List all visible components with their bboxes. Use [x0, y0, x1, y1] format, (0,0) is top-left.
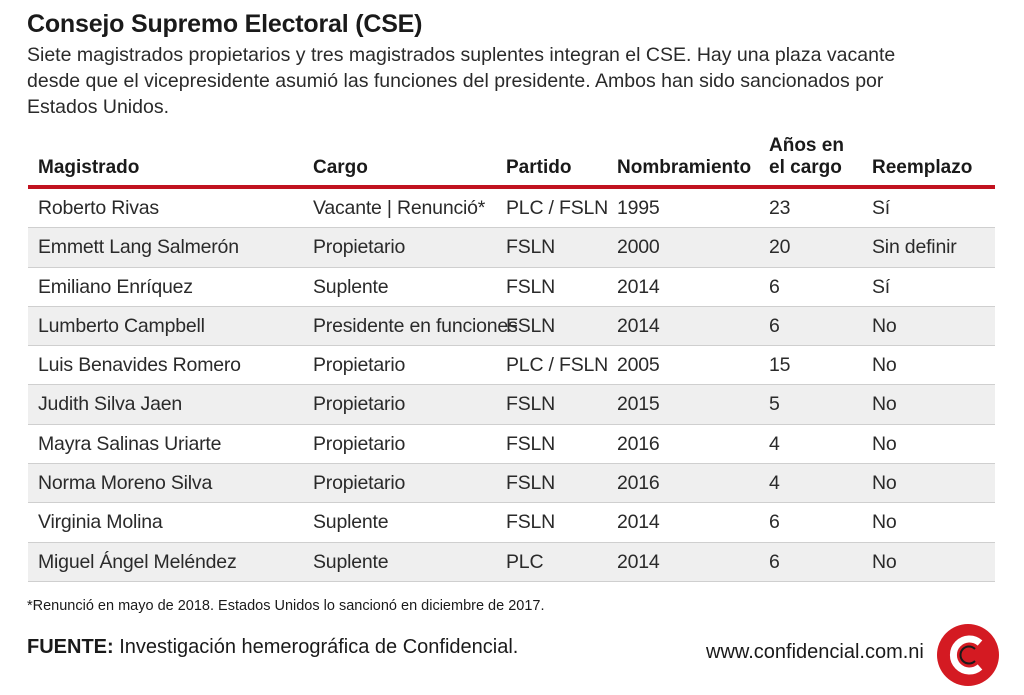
table-row	[28, 346, 995, 385]
table-row	[28, 425, 995, 464]
table-row	[28, 543, 995, 582]
table-row	[28, 228, 995, 267]
header-anos-line1: Años en	[769, 135, 844, 156]
logo-c-glyph	[947, 634, 989, 676]
confidencial-c-logo-icon	[937, 624, 999, 686]
cell-nombramiento: 2014	[617, 275, 660, 298]
cell-partido: PLC	[506, 550, 544, 573]
cell-nombramiento: 2014	[617, 550, 660, 573]
cell-magistrado: Emiliano Enríquez	[38, 275, 193, 298]
cell-anos: 6	[769, 275, 780, 298]
table-row	[28, 268, 995, 307]
site-url[interactable]: www.confidencial.com.ni	[706, 641, 924, 663]
header-nombramiento: Nombramiento	[617, 157, 752, 178]
cell-nombramiento: 2016	[617, 432, 660, 455]
page-subtitle: Siete magistrados propietarios y tres magistrados suplentes integran el CSE. Hay una plaza vacante desde que el vicepresidente asumió las funciones del presidente. Ambos han sido sancionados por Estados Unidos.	[27, 44, 896, 118]
cell-partido: FSLN	[506, 236, 556, 259]
cell-magistrado: Lumberto Campbell	[38, 314, 205, 337]
cell-magistrado: Roberto Rivas	[38, 197, 159, 219]
header-anos-line2: el cargo	[769, 157, 842, 178]
header-anos-en-el-cargo	[769, 135, 844, 179]
cell-anos: 6	[769, 511, 780, 534]
table-row	[28, 307, 995, 346]
footnote: *Renunció en mayo de 2018. Estados Unidos lo sancionó en diciembre de 2017.	[27, 598, 545, 614]
cell-nombramiento: 2016	[617, 472, 660, 495]
cell-cargo: Propietario	[313, 393, 406, 416]
cell-magistrado: Norma Moreno Silva	[38, 472, 213, 495]
cell-magistrado: Mayra Salinas Uriarte	[38, 432, 222, 455]
cell-cargo: Suplente	[313, 511, 389, 534]
cell-cargo: Suplente	[313, 550, 389, 573]
table-row	[28, 503, 995, 542]
cell-magistrado: Miguel Ángel Meléndez	[38, 550, 237, 573]
cell-partido: FSLN	[506, 275, 556, 298]
cell-reemplazo: Sí	[872, 275, 891, 298]
cell-cargo: Suplente	[313, 275, 389, 298]
cell-anos: 4	[769, 472, 780, 495]
cell-cargo: Propietario	[313, 354, 406, 377]
cell-anos: 5	[769, 393, 780, 416]
cell-anos: 6	[769, 550, 780, 573]
cell-nombramiento: 2014	[617, 511, 660, 534]
cell-cargo: Vacante | Renunció*	[313, 197, 486, 219]
cell-partido: FSLN	[506, 314, 556, 337]
cell-anos: 4	[769, 432, 780, 455]
cell-magistrado: Luis Benavides Romero	[38, 354, 241, 377]
magistrates-table	[28, 135, 995, 582]
cell-reemplazo: Sin definir	[872, 236, 957, 259]
table-body	[28, 189, 995, 582]
cell-reemplazo: No	[872, 432, 897, 455]
cell-reemplazo: No	[872, 472, 897, 495]
cell-nombramiento: 2015	[617, 393, 660, 416]
source-label: FUENTE:	[27, 636, 114, 658]
cell-magistrado: Judith Silva Jaen	[38, 393, 183, 416]
cell-nombramiento: 1995	[617, 197, 660, 219]
cell-partido: FSLN	[506, 393, 556, 416]
cell-partido: PLC / FSLN	[506, 354, 609, 377]
cell-anos: 6	[769, 314, 780, 337]
table-row	[28, 189, 995, 228]
header-partido: Partido	[506, 157, 572, 178]
table-row	[28, 385, 995, 424]
cell-partido: FSLN	[506, 472, 556, 495]
cell-reemplazo: Sí	[872, 197, 891, 219]
cell-reemplazo: No	[872, 393, 897, 416]
cell-reemplazo: No	[872, 354, 897, 377]
header-cargo: Cargo	[313, 157, 368, 178]
cell-nombramiento: 2005	[617, 354, 660, 377]
cell-partido: FSLN	[506, 511, 556, 534]
cell-magistrado: Virginia Molina	[38, 511, 163, 534]
header-reemplazo: Reemplazo	[872, 157, 973, 178]
cell-reemplazo: No	[872, 511, 897, 534]
source-text: Investigación hemerográfica de Confidencial.	[113, 636, 519, 658]
cell-partido: FSLN	[506, 432, 556, 455]
cell-reemplazo: No	[872, 314, 897, 337]
table-row	[28, 464, 995, 503]
header-magistrado: Magistrado	[38, 157, 140, 178]
cell-cargo: Propietario	[313, 472, 406, 495]
page-title: Consejo Supremo Electoral (CSE)	[27, 10, 423, 38]
cell-cargo: Presidente en funciones	[313, 314, 518, 337]
cell-reemplazo: No	[872, 550, 897, 573]
cell-anos: 23	[769, 197, 791, 219]
cell-magistrado: Emmett Lang Salmerón	[38, 236, 239, 259]
cell-nombramiento: 2014	[617, 314, 660, 337]
cell-nombramiento: 2000	[617, 236, 660, 259]
cell-cargo: Propietario	[313, 236, 406, 259]
cell-anos: 15	[769, 354, 791, 377]
source-line	[27, 636, 518, 659]
cell-anos: 20	[769, 236, 791, 259]
cell-partido: PLC / FSLN	[506, 197, 609, 219]
table-header	[28, 135, 995, 189]
cell-cargo: Propietario	[313, 432, 406, 455]
